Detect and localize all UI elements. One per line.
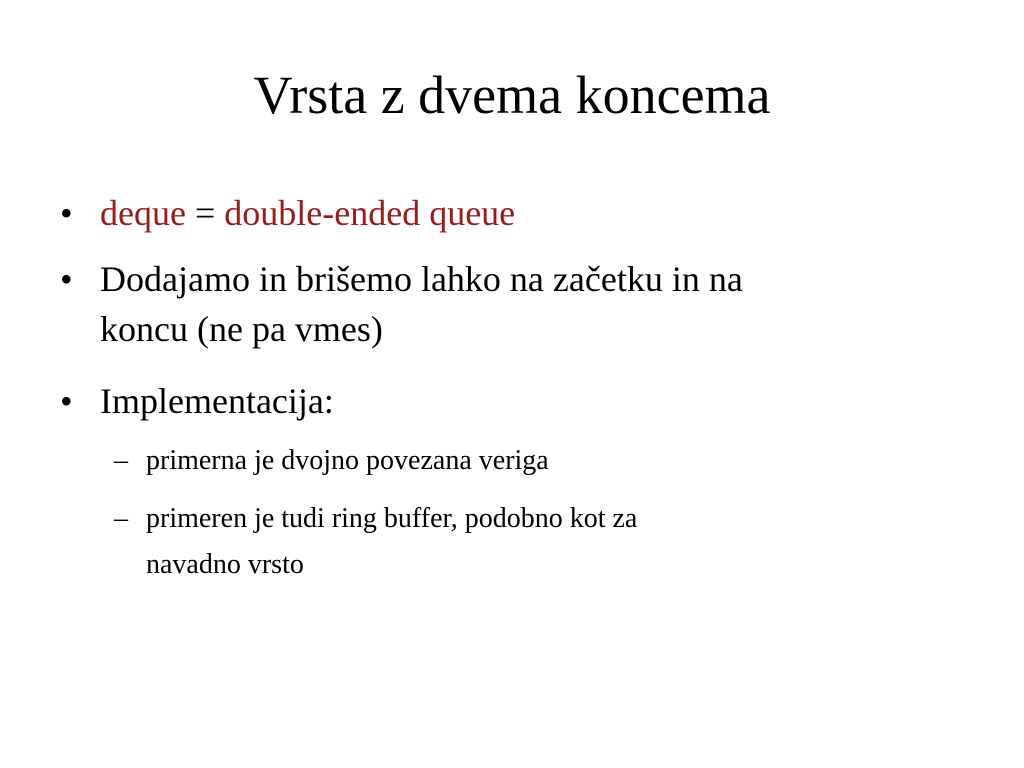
equals-sign: = [185, 193, 225, 233]
bullet-item-operations [60, 254, 920, 354]
slide-title: Vrsta z dvema koncema [253, 65, 771, 125]
bullet-marker: • [60, 381, 73, 421]
term-expansion: double-ended queue [224, 193, 516, 233]
sub-marker: – [114, 503, 128, 534]
bullet-item-deque [60, 188, 920, 238]
sub-marker: – [114, 445, 128, 476]
sub-item-line: navadno vrsto [146, 549, 304, 580]
bullet-line: koncu (ne pa vmes) [100, 309, 383, 349]
bullet-line: Dodajamo in brišemo lahko na začetku in na [100, 259, 743, 299]
bullet-marker: • [60, 193, 73, 233]
sub-item-line: primeren je tudi ring buffer, podobno kot za [146, 503, 638, 534]
sub-item-linked-list [114, 438, 906, 484]
bullet-marker: • [60, 259, 73, 299]
term-deque: deque [100, 193, 186, 233]
sub-item-ring-buffer [114, 496, 906, 588]
bullet-item-implementation [60, 376, 920, 426]
sub-item-line: primerna je dvojno povezana veriga [146, 445, 549, 476]
bullet-text: Implementacija: [100, 381, 334, 421]
